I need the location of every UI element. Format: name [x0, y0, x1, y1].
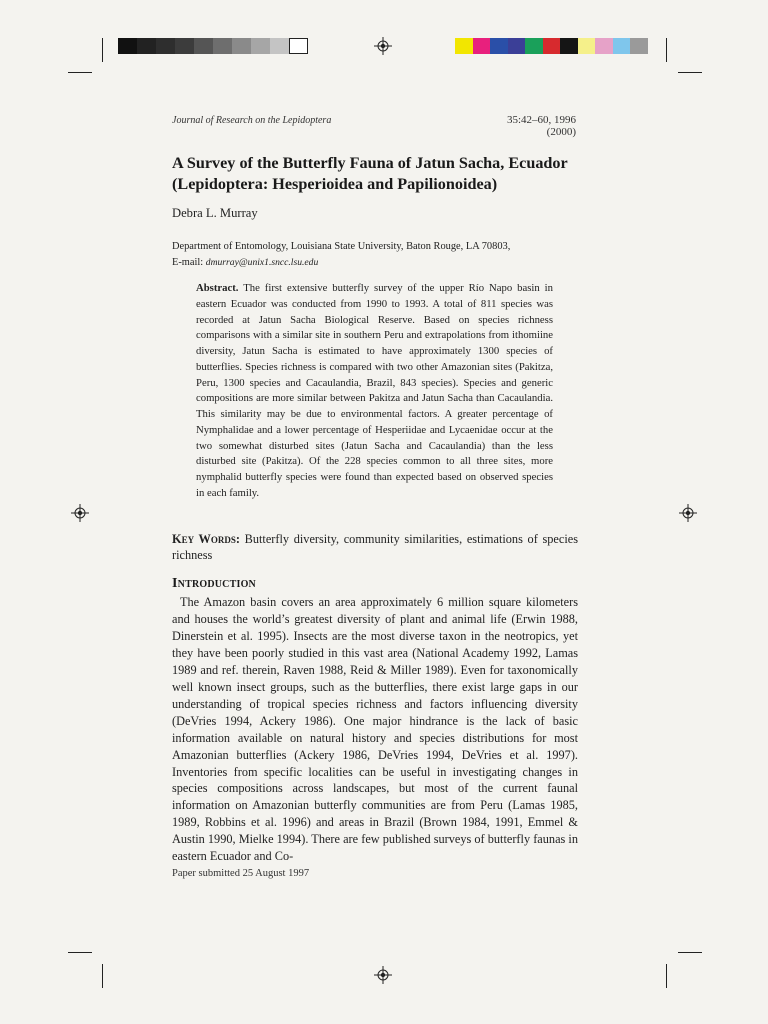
color-swatch [289, 38, 308, 54]
abstract-label: Abstract. [196, 282, 239, 294]
journal-name: Journal of Research on the Lepidoptera [172, 115, 332, 126]
registration-mark-icon [71, 504, 89, 522]
author-affiliation [172, 239, 572, 271]
crop-mark [666, 38, 667, 62]
registration-mark-icon [374, 966, 392, 984]
volume-citation: 35:42–60, 1996 (2000) [506, 114, 576, 138]
paper-title: A Survey of the Butterfly Fauna of Jatun Sacha, Ecuador (Lepidoptera: Hesperioidea and Papilionoidea) [172, 154, 568, 193]
color-swatch [270, 38, 289, 54]
section-heading: Introduction [172, 576, 256, 591]
color-swatch [455, 38, 473, 54]
color-swatch [595, 38, 613, 54]
crop-mark [102, 964, 103, 988]
crop-mark [678, 952, 702, 953]
registration-mark-icon [679, 504, 697, 522]
color-swatch [508, 38, 526, 54]
abstract-text: The first extensive butterfly survey of the upper Río Napo basin in eastern Ecuador was conducted from 1990 to 1993. A total of 811 species was recorded at Jatun Sacha Biological Reserve. Based on species richness comparisons with a similar site in southern Peru and extrapolations from ithomiine diversity, Jatun Sacha is estimated to have approximately 1300 species of butterflies. Species richness is compared with two other Amazonian sites (Pakitza, Peru, 1300 species and Cacaulandia, Brazil, 843 species). Species and generic compositions are more similar between Pakitza and Jatun Sacha than Cacaulandia. This similarity may be due to environmental factors. A greater percentage of Nymphalidae and a lower percentage of Hesperiidae and Lycaenidae occur at the two somewhat disturbed sites (Jatun Sacha and Cacaulandia) than the less disturbed site (Pakitza). Of the 228 species common to all three sites, more nymphalid butterfly species were found than expected based on observed species in each family. [196, 282, 553, 499]
color-swatch [137, 38, 156, 54]
email-address[interactable]: dmurray@unix1.sncc.lsu.edu [205, 257, 319, 268]
crop-mark [102, 38, 103, 62]
key-words-text: Butterfly diversity, community similarities, estimations of species richness [172, 532, 578, 562]
crop-mark [68, 952, 92, 953]
color-swatch [118, 38, 137, 54]
author-name: Debra L. Murray [172, 206, 258, 220]
paragraph: The Amazon basin covers an area approximately 6 million square kilometers and houses the world’s greatest diversity of plant and animal life (Erwin 1988, Dinerstein et al. 1995). Insects are the most diverse taxon in the neotropics, yet they have been poorly studied in this vast area (National Academy 1992, Lamas 1989 and ref. therein, Raven 1988, Reid & Miller 1989). Even for taxonomically well known insect groups, such as the butterflies, there exist large gaps in our understanding of tropical species richness and factors influencing diversity (DeVries 1994, Ackery 1986). One major hindrance is the lack of basic information available on natural history and species distributions for most Amazonian butterflies (Ackery 1986, DeVries 1994, DeVries et al. 1997). Inventories from specific localities can be useful in investigating changes in species compositions across landscapes, but most of the current faunal information on Amazonian butterfly communities are from Peru (Lamas 1985, 1989, Robbins et al. 1996) and areas in Brazil (Brown 1984, 1991, Emmel & Austin 1990, Mielke 1994). There are few published surveys of butterfly faunas in eastern Ecuador and Co- [172, 595, 578, 864]
abstract [196, 281, 553, 502]
color-swatch [232, 38, 251, 54]
key-words-label: Key Words: [172, 532, 240, 546]
crop-mark [666, 964, 667, 988]
color-swatch [525, 38, 543, 54]
color-swatch [490, 38, 508, 54]
crop-mark [68, 72, 92, 73]
color-swatch [194, 38, 213, 54]
color-swatch [473, 38, 491, 54]
color-swatch [175, 38, 194, 54]
introduction-body [172, 594, 578, 865]
color-swatch [578, 38, 596, 54]
registration-mark-icon [374, 37, 392, 55]
color-swatch [543, 38, 561, 54]
color-swatch [630, 38, 648, 54]
crop-mark [678, 72, 702, 73]
email-line [172, 255, 572, 271]
key-words [172, 531, 578, 563]
affiliation-text: Department of Entomology, Louisiana State University, Baton Rouge, LA 70803, [172, 241, 511, 252]
color-swatch [560, 38, 578, 54]
color-swatch [613, 38, 631, 54]
email-label: E-mail: [172, 257, 204, 268]
submission-note: Paper submitted 25 August 1997 [172, 868, 310, 879]
color-swatch [251, 38, 270, 54]
color-swatch [213, 38, 232, 54]
color-swatch [156, 38, 175, 54]
